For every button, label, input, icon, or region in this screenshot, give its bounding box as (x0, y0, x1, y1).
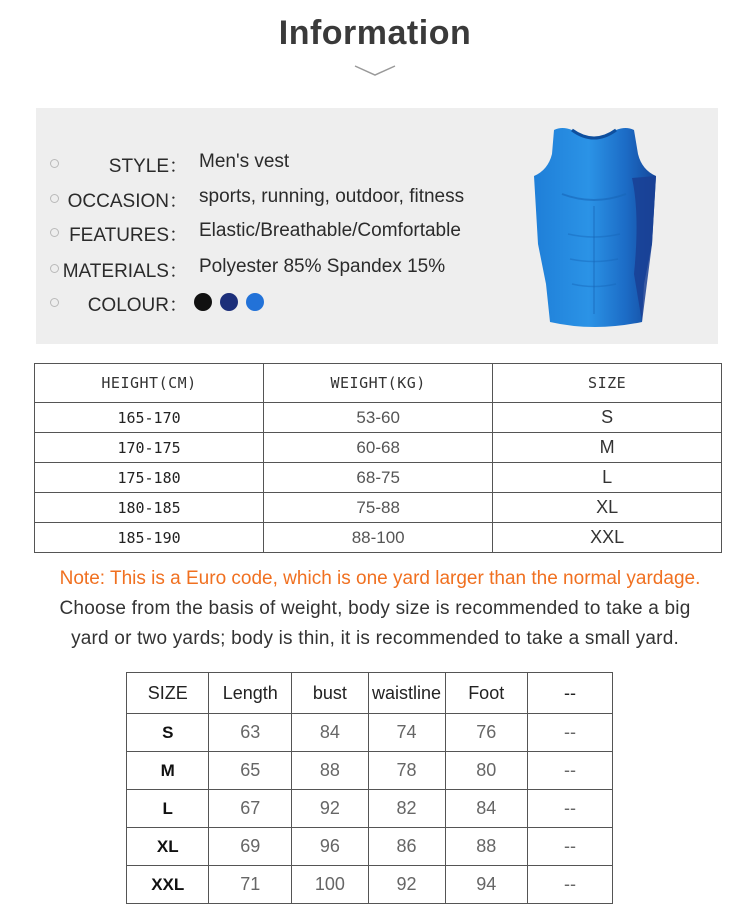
table-row (35, 523, 722, 553)
table-cell: XXL (493, 523, 722, 553)
colour-swatch-blue[interactable] (246, 293, 264, 311)
table-cell: 63 (209, 714, 292, 752)
table-cell: -- (527, 790, 612, 828)
table-row (127, 790, 613, 828)
euro-code-note: Note: This is a Euro code, which is one yard larger than the normal yardage. (59, 568, 701, 589)
table-row (127, 828, 613, 866)
table-cell: 100 (292, 866, 368, 904)
table-cell: 80 (445, 752, 527, 790)
table-header-row (127, 673, 613, 714)
table-header-cell: Foot (445, 673, 527, 714)
info-label: FEATURES： (69, 225, 188, 246)
measurement-table (126, 672, 613, 904)
table-cell: -- (527, 714, 612, 752)
table-cell: 84 (292, 714, 368, 752)
table-cell: 82 (368, 790, 445, 828)
product-info-panel (36, 108, 718, 344)
table-cell: 86 (368, 828, 445, 866)
info-value: Men's vest (199, 151, 290, 172)
colour-swatch-navy[interactable] (220, 293, 238, 311)
vest-product-image (524, 124, 664, 329)
table-cell: 84 (445, 790, 527, 828)
table-row (127, 866, 613, 904)
table-cell: 165-170 (35, 403, 264, 433)
info-value: sports, running, outdoor, fitness (199, 186, 465, 207)
table-header-cell: -- (527, 673, 612, 714)
table-row (127, 714, 613, 752)
table-cell: XL (493, 493, 722, 523)
table-cell: M (127, 752, 209, 790)
table-cell: 75-88 (264, 493, 493, 523)
table-header-cell: waistline (368, 673, 445, 714)
table-cell: 69 (209, 828, 292, 866)
table-cell: 175-180 (35, 463, 264, 493)
table-cell: -- (527, 828, 612, 866)
table-header-cell: HEIGHT(CM) (35, 364, 264, 403)
table-cell: 71 (209, 866, 292, 904)
table-cell: 92 (292, 790, 368, 828)
table-cell: 94 (445, 866, 527, 904)
table-cell: XL (127, 828, 209, 866)
table-cell: 185-190 (35, 523, 264, 553)
table-cell: L (127, 790, 209, 828)
info-label: OCCASION： (67, 191, 188, 212)
table-cell: S (127, 714, 209, 752)
table-row (127, 752, 613, 790)
table-cell: 60-68 (264, 433, 493, 463)
table-cell: 96 (292, 828, 368, 866)
table-cell: 92 (368, 866, 445, 904)
info-label: STYLE： (108, 156, 188, 177)
colour-swatch-black[interactable] (194, 293, 212, 311)
table-cell: -- (527, 866, 612, 904)
table-row (35, 433, 722, 463)
table-cell: 74 (368, 714, 445, 752)
info-label: MATERIALS： (62, 261, 188, 282)
table-cell: 88 (445, 828, 527, 866)
table-cell: 180-185 (35, 493, 264, 523)
table-cell: S (493, 403, 722, 433)
info-value: Elastic/Breathable/Comfortable (199, 220, 461, 241)
table-cell: 88-100 (264, 523, 493, 553)
chevron-down-icon (353, 62, 397, 78)
table-header-cell: SIZE (493, 364, 722, 403)
table-cell: 78 (368, 752, 445, 790)
table-cell: M (493, 433, 722, 463)
table-cell: 88 (292, 752, 368, 790)
table-cell: L (493, 463, 722, 493)
size-advice-line-1: Choose from the basis of weight, body size is recommended to take a big (59, 598, 691, 619)
table-header-row (35, 364, 722, 403)
table-row (35, 493, 722, 523)
table-cell: 76 (445, 714, 527, 752)
info-value: Polyester 85% Spandex 15% (199, 256, 446, 277)
table-header-cell: bust (292, 673, 368, 714)
table-cell: XXL (127, 866, 209, 904)
table-header-cell: Length (209, 673, 292, 714)
table-cell: -- (527, 752, 612, 790)
table-cell: 170-175 (35, 433, 264, 463)
size-chart-table (34, 363, 722, 553)
table-row (35, 403, 722, 433)
table-header-cell: SIZE (127, 673, 209, 714)
table-header-cell: WEIGHT(KG) (264, 364, 493, 403)
table-cell: 67 (209, 790, 292, 828)
size-advice-line-2: yard or two yards; body is thin, it is recommended to take a small yard. (71, 628, 679, 649)
table-cell: 65 (209, 752, 292, 790)
info-label: COLOUR： (87, 295, 188, 316)
table-cell: 68-75 (264, 463, 493, 493)
table-row (35, 463, 722, 493)
table-cell: 53-60 (264, 403, 493, 433)
section-title: Information (278, 14, 472, 52)
